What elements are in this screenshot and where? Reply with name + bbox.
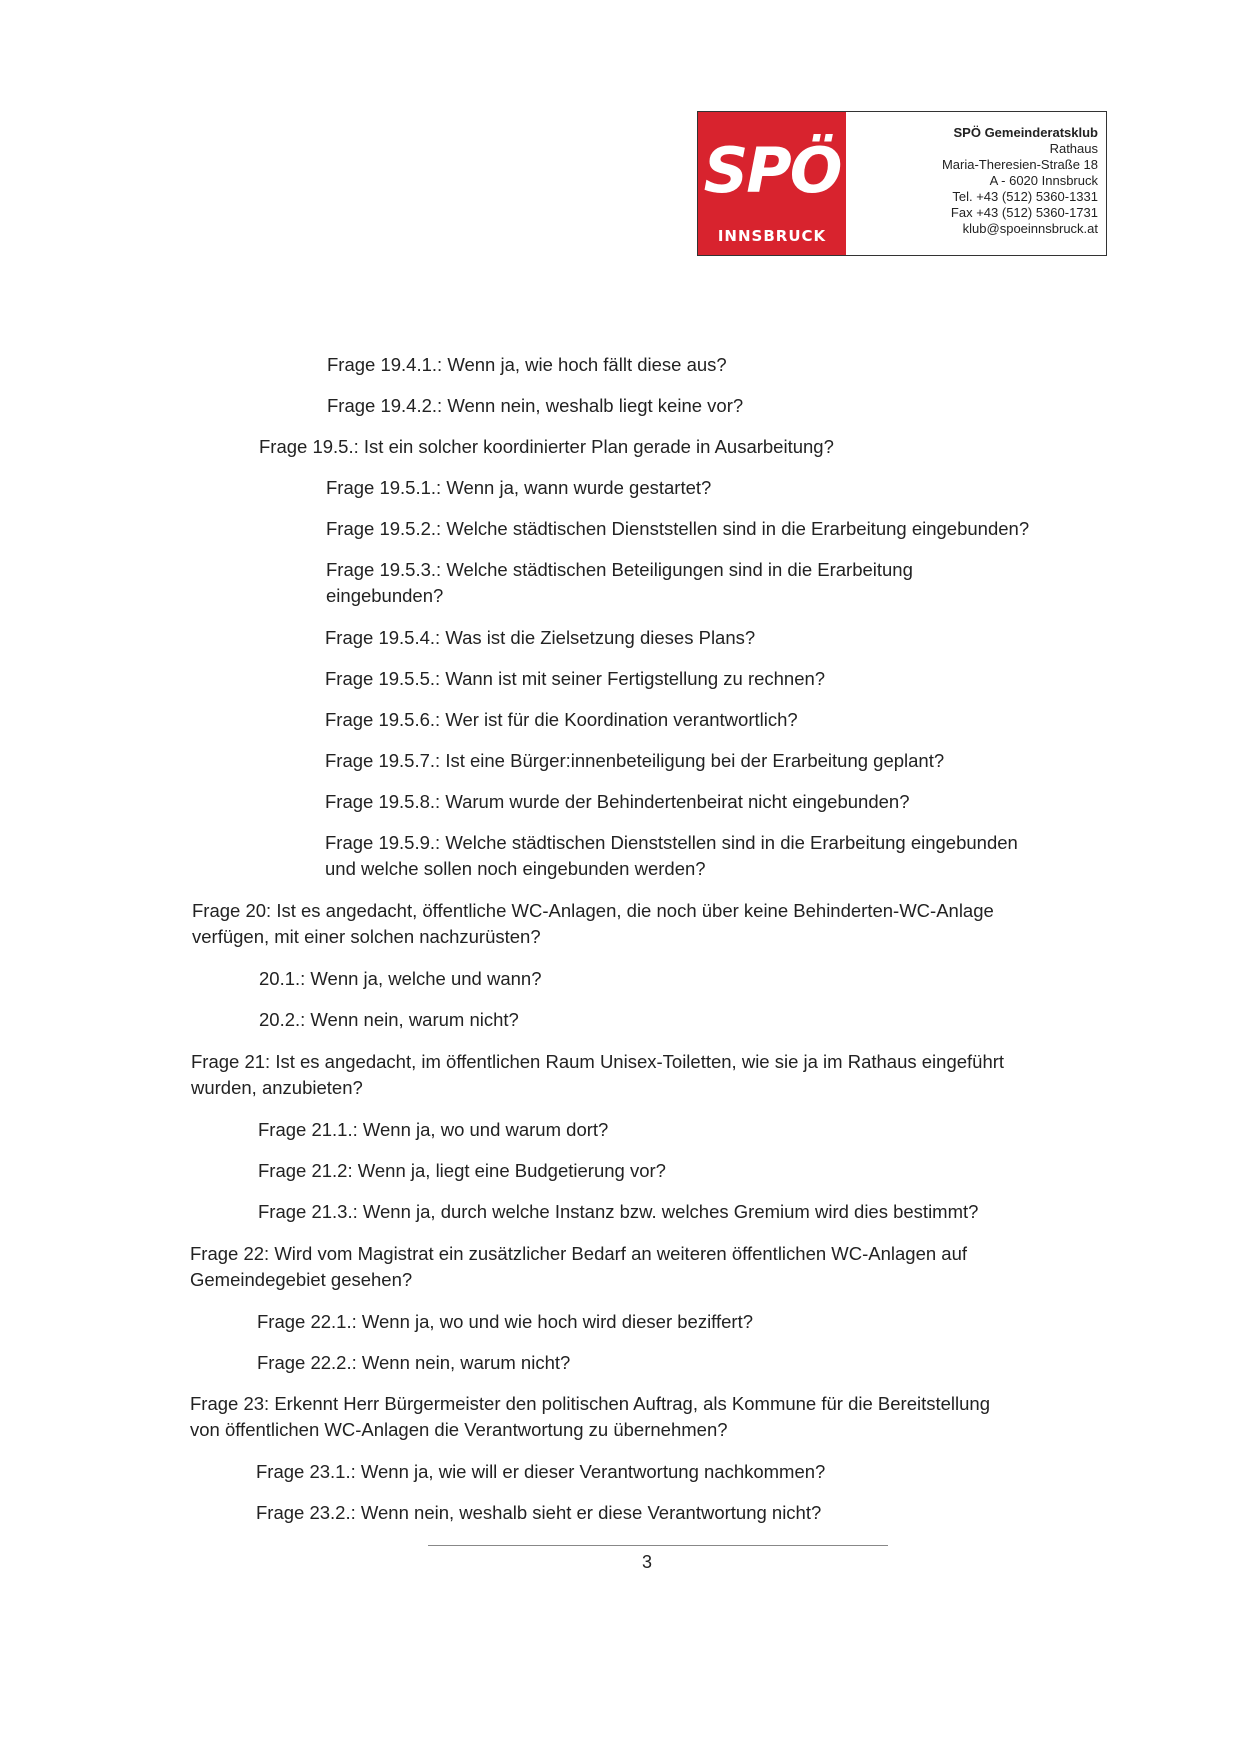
question-19-5-5: Frage 19.5.5.: Wann ist mit seiner Fertigstellung zu rechnen? <box>325 668 826 689</box>
question-19-5-3-line2: eingebunden? <box>326 585 444 606</box>
question-19-5-7: Frage 19.5.7.: Ist eine Bürger:innenbeteiligung bei der Erarbeitung geplant? <box>325 750 945 771</box>
question-20-1: 20.1.: Wenn ja, welche und wann? <box>259 968 542 989</box>
question-19-4-2: Frage 19.4.2.: Wenn nein, weshalb liegt keine vor? <box>327 395 744 416</box>
question-23-line1: Frage 23: Erkennt Herr Bürgermeister den politischen Auftrag, als Kommune für die Bereitstellung <box>190 1393 991 1414</box>
footer-divider <box>428 1545 888 1546</box>
question-19-5-3-line1: Frage 19.5.3.: Welche städtischen Beteiligungen sind in die Erarbeitung <box>326 559 913 580</box>
question-21-1: Frage 21.1.: Wenn ja, wo und warum dort? <box>258 1119 609 1140</box>
question-22-line1: Frage 22: Wird vom Magistrat ein zusätzlicher Bedarf an weiteren öffentlichen WC-Anlagen auf <box>190 1243 968 1264</box>
page-number: 3 <box>642 1552 653 1572</box>
question-20-2: 20.2.: Wenn nein, warum nicht? <box>259 1009 519 1030</box>
question-19-5-8: Frage 19.5.8.: Warum wurde der Behindertenbeirat nicht eingebunden? <box>325 791 910 812</box>
address-fax: Fax +43 (512) 5360-1731 <box>950 205 1098 220</box>
question-19-5-4: Frage 19.5.4.: Was ist die Zielsetzung dieses Plans? <box>325 627 756 648</box>
letterhead <box>697 111 1107 256</box>
question-19-5-1: Frage 19.5.1.: Wenn ja, wann wurde gestartet? <box>326 477 712 498</box>
address-block <box>846 112 1106 255</box>
address-city: A - 6020 Innsbruck <box>989 173 1098 188</box>
question-21-line1: Frage 21: Ist es angedacht, im öffentlichen Raum Unisex-Toiletten, wie sie ja im Rathaus eingeführt <box>191 1051 1005 1072</box>
address-email: klub@spoeinnsbruck.at <box>962 221 1098 236</box>
question-21-line2: wurden, anzubieten? <box>191 1077 363 1098</box>
spoe-logo <box>698 112 846 255</box>
question-23-2: Frage 23.2.: Wenn nein, weshalb sieht er diese Verantwortung nicht? <box>256 1502 822 1523</box>
question-19-5: Frage 19.5.: Ist ein solcher koordinierter Plan gerade in Ausarbeitung? <box>259 436 834 457</box>
question-20-line1: Frage 20: Ist es angedacht, öffentliche WC-Anlagen, die noch über keine Behinderten-WC-Anlage <box>192 900 994 921</box>
question-19-5-6: Frage 19.5.6.: Wer ist für die Koordination verantwortlich? <box>325 709 798 730</box>
question-22-1: Frage 22.1.: Wenn ja, wo und wie hoch wird dieser beziffert? <box>257 1311 754 1332</box>
question-23-line2: von öffentlichen WC-Anlagen die Verantwortung zu übernehmen? <box>190 1419 728 1440</box>
question-21-2: Frage 21.2: Wenn ja, liegt eine Budgetierung vor? <box>258 1160 666 1181</box>
address-tel: Tel. +43 (512) 5360-1331 <box>952 189 1098 204</box>
logo-city: INNSBRUCK <box>717 227 827 245</box>
question-19-5-9-line2: und welche sollen noch eingebunden werden? <box>325 858 706 879</box>
address-street: Maria-Theresien-Straße 18 <box>941 157 1098 172</box>
question-21-3: Frage 21.3.: Wenn ja, durch welche Instanz bzw. welches Gremium wird dies bestimmt? <box>258 1201 979 1222</box>
question-19-5-9-line1: Frage 19.5.9.: Welche städtischen Dienststellen sind in die Erarbeitung eingebunden <box>325 832 1018 853</box>
question-19-4-1: Frage 19.4.1.: Wenn ja, wie hoch fällt diese aus? <box>327 354 727 375</box>
question-20-line2: verfügen, mit einer solchen nachzurüsten? <box>192 926 541 947</box>
org-name: SPÖ Gemeinderatsklub <box>953 125 1098 140</box>
question-19-5-2: Frage 19.5.2.: Welche städtischen Dienststellen sind in die Erarbeitung eingebunden? <box>326 518 1030 539</box>
question-22-2: Frage 22.2.: Wenn nein, warum nicht? <box>257 1352 571 1373</box>
logo-wordmark: SPÖ <box>703 134 841 207</box>
question-22-line2: Gemeindegebiet gesehen? <box>190 1269 413 1290</box>
question-23-1: Frage 23.1.: Wenn ja, wie will er dieser Verantwortung nachkommen? <box>256 1461 826 1482</box>
address-building: Rathaus <box>1049 141 1098 156</box>
